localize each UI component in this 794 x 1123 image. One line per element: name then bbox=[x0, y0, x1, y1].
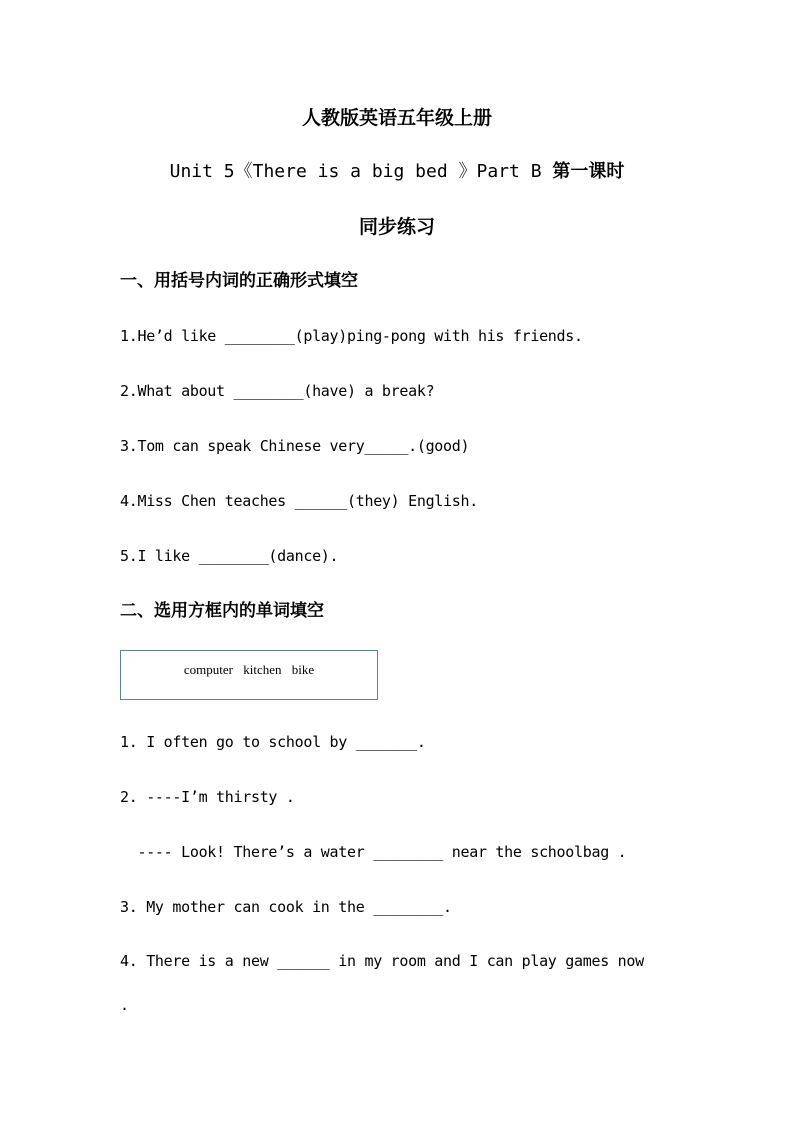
section1-heading: 一、用括号内词的正确形式填空 bbox=[120, 271, 358, 291]
subtitle-english: Unit 5《There is a big bed 》Part B bbox=[169, 161, 553, 182]
page-subtitle bbox=[0, 163, 794, 181]
page-subtitle-practice: 同步练习 bbox=[358, 216, 435, 238]
word-box-words: computer kitchen bike bbox=[183, 662, 315, 677]
section2-question-4: 4. There is a new ______ in my room and I can play games now bbox=[120, 952, 644, 970]
section2-question-2-reply: ---- Look! There’s a water ________ near the schoolbag . bbox=[120, 843, 627, 861]
section2-heading: 二、选用方框内的单词填空 bbox=[120, 601, 324, 621]
section2-question-1: 1. I often go to school by _______. bbox=[120, 733, 426, 751]
section2-question-4-end: . bbox=[120, 996, 129, 1014]
section2-question-2: 2. ----I’m thirsty . bbox=[120, 788, 295, 806]
section1-question-5: 5.I like ________(dance). bbox=[120, 547, 339, 565]
word-box bbox=[120, 650, 378, 700]
section2-question-3: 3. My mother can cook in the ________. bbox=[120, 898, 452, 916]
subtitle-lesson: 第一课时 bbox=[552, 161, 625, 182]
section1-question-1: 1.He’d like ________(play)ping-pong with his friends. bbox=[120, 327, 583, 345]
section1-question-3: 3.Tom can speak Chinese very_____.(good) bbox=[120, 437, 470, 455]
section1-question-2: 2.What about ________(have) a break? bbox=[120, 382, 435, 400]
section1-question-4: 4.Miss Chen teaches ______(they) English. bbox=[120, 492, 478, 510]
page-title: 人教版英语五年级上册 bbox=[301, 107, 492, 129]
